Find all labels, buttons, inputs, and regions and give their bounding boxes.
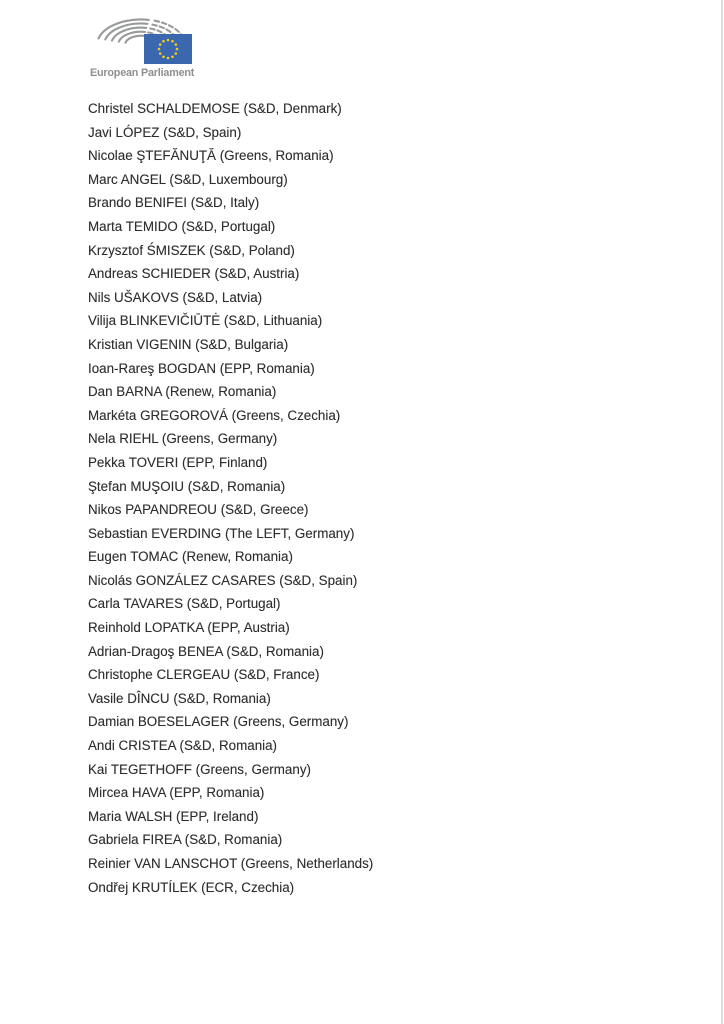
member-list-item: Nicolae ŞTEFĂNUŢĂ (Greens, Romania) — [88, 148, 334, 164]
member-list-item: Nela RIEHL (Greens, Germany) — [88, 431, 278, 447]
member-list-item: Nikos PAPANDREOU (S&D, Greece) — [88, 502, 309, 518]
member-list-item: Kai TEGETHOFF (Greens, Germany) — [88, 761, 311, 777]
member-list-item: Krzysztof ŚMISZEK (S&D, Poland) — [88, 242, 295, 258]
member-list-item: Adrian-Dragoş BENEA (S&D, Romania) — [88, 643, 324, 659]
member-list-item: Reinier VAN LANSCHOT (Greens, Netherlands) — [88, 856, 374, 871]
member-list-item: Dan BARNA (Renew, Romania) — [88, 384, 277, 400]
member-list-item: Reinhold LOPATKA (EPP, Austria) — [88, 620, 290, 636]
member-list-item: Eugen TOMAC (Renew, Romania) — [88, 549, 293, 565]
scan-edge-line — [721, 0, 723, 1024]
member-list-item: Maria WALSH (EPP, Ireland) — [88, 808, 259, 824]
logo-label: European Parliament — [90, 67, 195, 79]
member-list-item: Christel SCHALDEMOSE (S&D, Denmark) — [88, 101, 342, 116]
member-list-item: Nils UŠAKOVS (S&D, Latvia) — [88, 289, 263, 305]
member-list-item: Ioan-Rareş BOGDAN (EPP, Romania) — [88, 360, 315, 376]
member-list-item: Markéta GREGOROVÁ (Greens, Czechia) — [88, 407, 341, 423]
member-list-item: Christophe CLERGEAU (S&D, France) — [88, 667, 320, 683]
member-list-item: Marta TEMIDO (S&D, Portugal) — [88, 218, 276, 234]
member-list-item: Gabriela FIREA (S&D, Romania) — [88, 832, 283, 848]
member-list-item: Sebastian EVERDING (The LEFT, Germany) — [88, 525, 355, 541]
member-list-item: Mircea HAVA (EPP, Romania) — [88, 785, 265, 801]
member-list-item: Damian BOESELAGER (Greens, Germany) — [88, 714, 349, 730]
eu-flag-icon — [144, 34, 192, 64]
member-list-item: Pekka TOVERI (EPP, Finland) — [88, 454, 268, 470]
member-list-item: Marc ANGEL (S&D, Luxembourg) — [88, 171, 288, 187]
european-parliament-logo — [90, 15, 202, 79]
member-list-item: Kristian VIGENIN (S&D, Bulgaria) — [88, 336, 289, 352]
member-list-item: Ondřej KRUTÍLEK (ECR, Czechia) — [88, 879, 295, 895]
member-list-item: Andi CRISTEA (S&D, Romania) — [88, 738, 278, 754]
member-list-item: Nicolás GONZÁLEZ CASARES (S&D, Spain) — [88, 572, 358, 588]
member-list-item: Vasile DÎNCU (S&D, Romania) — [88, 690, 271, 706]
member-list — [88, 97, 648, 899]
hemicycle-icon — [90, 15, 202, 67]
member-list-item: Carla TAVARES (S&D, Portugal) — [88, 596, 281, 612]
member-list-item: Vilija BLINKEVIČIŪTĖ (S&D, Lithuania) — [88, 313, 323, 329]
member-list-item: Andreas SCHIEDER (S&D, Austria) — [88, 266, 300, 282]
member-list-item: Brando BENIFEI (S&D, Italy) — [88, 195, 260, 211]
member-list-item: Javi LÓPEZ (S&D, Spain) — [88, 124, 242, 140]
member-list-item: Ştefan MUŞOIU (S&D, Romania) — [88, 478, 286, 494]
